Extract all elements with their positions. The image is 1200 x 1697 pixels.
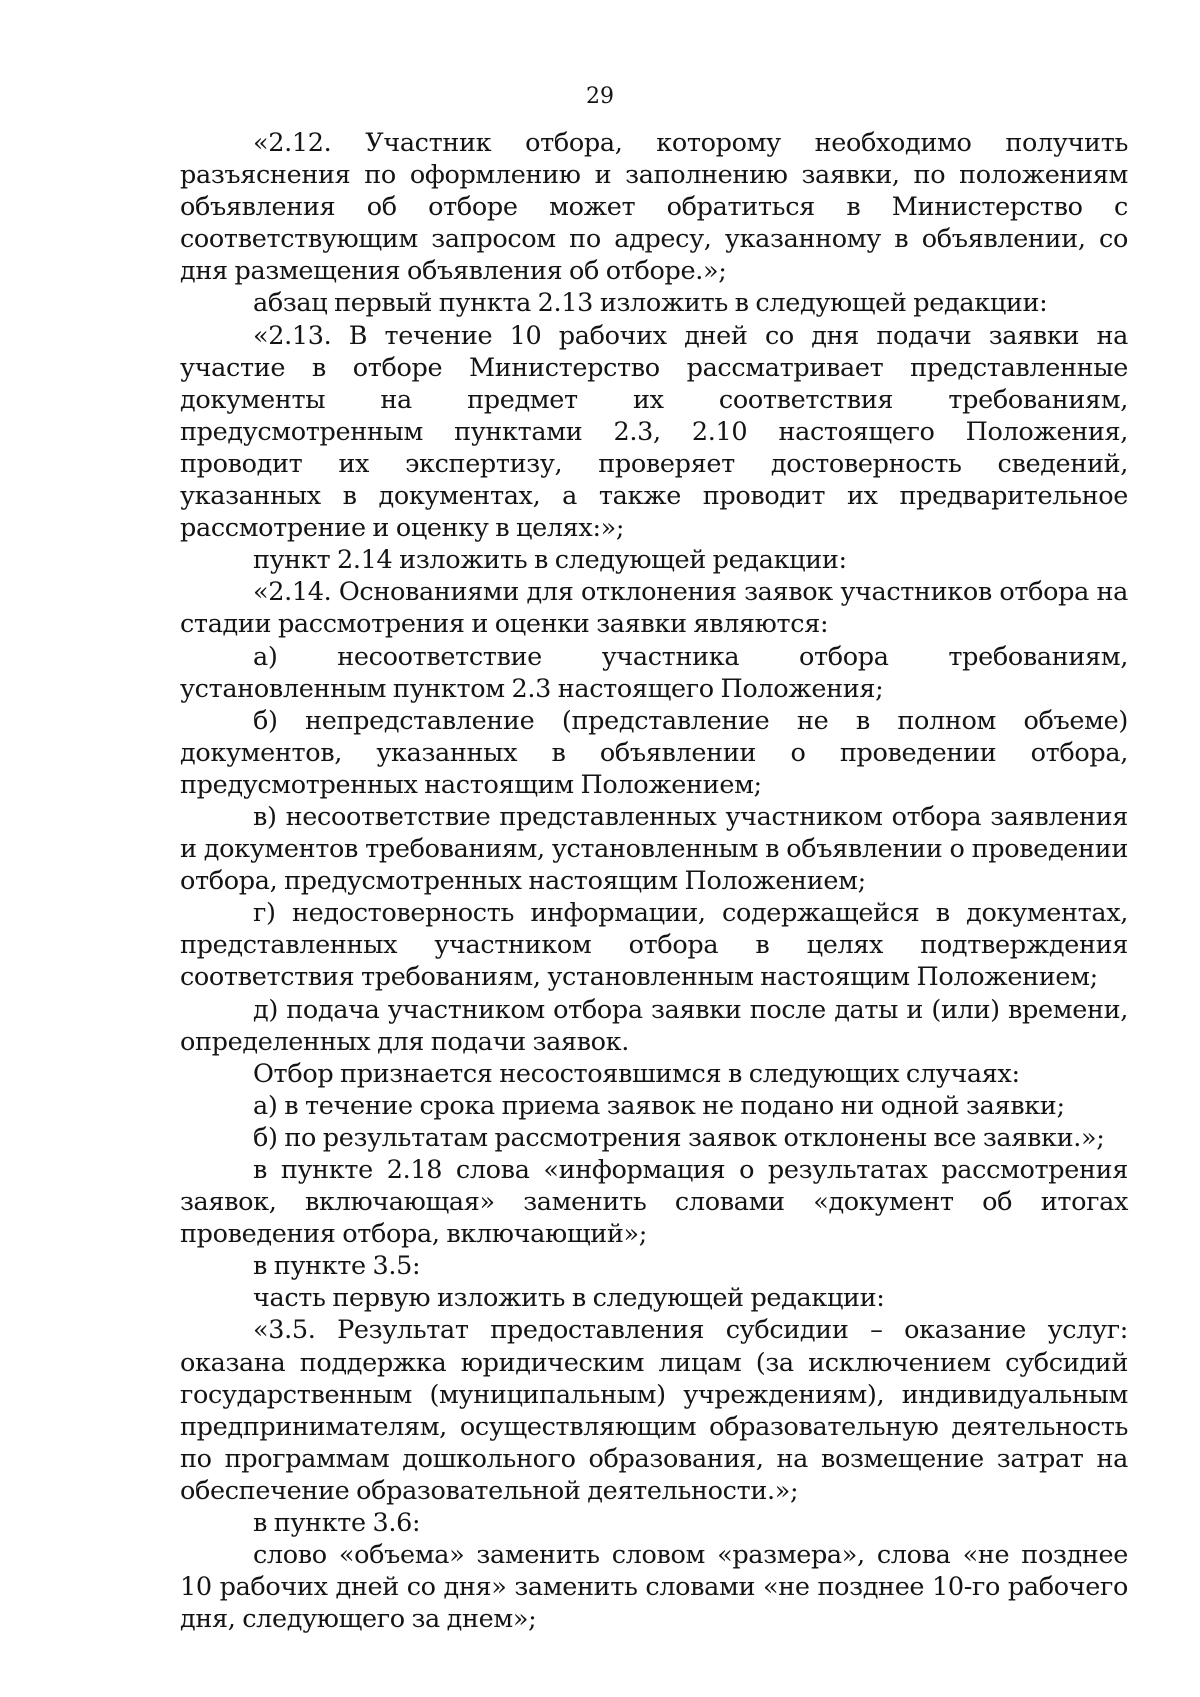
paragraph-3-6: слово «объема» заменить словом «размера», слова «не позднее 10 рабочих дней со дня» заменить словами «не позднее 10-го рабочего дня, следующего за днем»; [180, 1540, 1128, 1635]
list-item-b: б) непредставление (представление не в полном объеме) документов, указанных в объявлении о проведении отбора, предусмотренных настоящим Положением; [180, 705, 1128, 800]
paragraph-3-5: «3.5. Результат предоставления субсидии – оказание услуг: оказана поддержка юридическим лицам (за исключением субсидий государственным (муниципальным) учреждениям), индивидуальным предпринимателям, осуществляющим образовательную деятельность по программам дошкольного образования, на возмещение затрат на обеспечение образовательной деятельности.»; [180, 1315, 1128, 1506]
paragraph-instruction-3-5: в пункте 3.5: [253, 1251, 421, 1282]
paragraph-instruction-2-13: абзац первый пункта 2.13 изложить в следующей редакции: [253, 288, 1048, 319]
list-item-g: г) недостоверность информации, содержащейся в документах, представленных участником отбора в целях подтверждения соответствия требованиям, установленным настоящим Положением; [180, 898, 1128, 993]
paragraph-2-18: в пункте 2.18 слова «информация о результатах рассмотрения заявок, включающая» заменить словами «документ об итогах проведения отбора, включающий»; [180, 1155, 1128, 1250]
list-item-v: в) несоответствие представленных участником отбора заявления и документов требованиям, установленным в объявлении о проведении отбора, предусмотренных настоящим Положением; [180, 801, 1128, 897]
paragraph-instruction-3-5-part: часть первую изложить в следующей редакции: [253, 1283, 885, 1314]
failed-case-b: б) по результатам рассмотрения заявок отклонены все заявки.»; [253, 1122, 1105, 1153]
paragraph-2-14: «2.14. Основаниями для отклонения заявок участников отбора на стадии рассмотрения и оценки заявки являются: [180, 577, 1128, 640]
document-body [180, 127, 1128, 1635]
page-number: 29 [586, 84, 614, 109]
paragraph-instruction-2-14: пункт 2.14 изложить в следующей редакции: [253, 545, 847, 576]
paragraph-2-12: «2.12. Участник отбора, которому необходимо получить разъяснения по оформлению и заполнению заявки, по положениям объявления об отборе может обратиться в Министерство с соответствующим запросом по адресу, указанному в объявлении, со дня размещения объявления об отборе.»; [180, 128, 1128, 287]
failed-case-a: а) в течение срока приема заявок не подано ни одной заявки; [253, 1090, 1065, 1121]
list-item-d: д) подача участником отбора заявки после даты и (или) времени, определенных для подачи заявок. [180, 994, 1128, 1057]
paragraph-failed-selection: Отбор признается несостоявшимся в следующих случаях: [253, 1058, 1020, 1089]
paragraph-2-13: «2.13. В течение 10 рабочих дней со дня подачи заявки на участие в отборе Министерство рассматривает представленные документы на предмет их соответствия требованиям, предусмотренным пунктами 2.3, 2.10 настоящего Положения, проводит их экспертизу, проверяет достоверность сведений, указанных в документах, а также проводит их предварительное рассмотрение и оценку в целях:»; [180, 320, 1128, 544]
list-item-a: а) несоответствие участника отбора требованиям, установленным пунктом 2.3 настоящего Положения; [180, 641, 1128, 704]
paragraph-instruction-3-6: в пункте 3.6: [253, 1508, 421, 1539]
